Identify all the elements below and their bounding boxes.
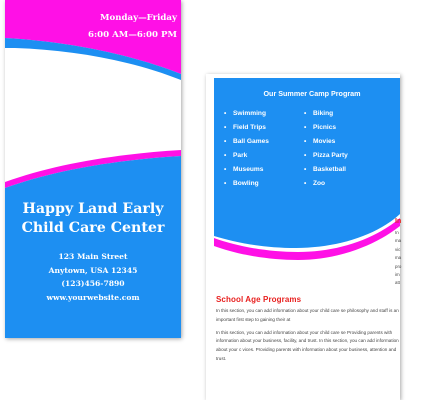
side-column-text: In ma vic ma pro im att <box>395 230 402 286</box>
bullet-icon: • <box>224 124 227 131</box>
activity-item: • Ball Games <box>224 138 269 145</box>
title-line-2: Child Care Center <box>21 220 165 236</box>
bullet-icon: • <box>304 110 307 117</box>
side-heading: In <box>395 218 402 225</box>
activity-item: • Bowling <box>224 180 259 187</box>
phone-number: (123)456-7890 <box>61 279 125 288</box>
title-line-1: Happy Land Early <box>22 201 164 217</box>
brochure-back-page <box>206 74 400 400</box>
bullet-icon: • <box>224 180 227 187</box>
bullet-icon: • <box>224 138 227 145</box>
activity-item: • Pizza Party <box>304 152 348 159</box>
activity-item: • Park <box>224 152 248 159</box>
hours-time: 6:00 AM—6:00 PM <box>88 30 177 40</box>
bullet-icon: • <box>304 124 307 131</box>
school-age-body <box>216 307 400 368</box>
activity-item: • Picnics <box>304 124 337 131</box>
address-street: 123 Main Street <box>58 252 128 261</box>
activity-item: • Basketball <box>304 166 346 173</box>
school-paragraph-1: In this section, you can add information about your child care se philosophy and staff is an important first step to gaining their at <box>216 308 399 322</box>
school-paragraph-2: In this section, you can add information about your child care se Providing parents with information about your business, facility, and trust. In this section, you can add information about your c vices. Providing parents with information about your business, attention and trust. <box>216 329 399 361</box>
bullet-icon: • <box>224 110 227 117</box>
activity-item: • Swimming <box>224 110 266 117</box>
camp-title: Our Summer Camp Program <box>263 89 361 98</box>
bullet-icon: • <box>224 152 227 159</box>
bullet-icon: • <box>224 166 227 173</box>
activity-item: • Movies <box>304 138 336 145</box>
brochure-front-page <box>5 0 181 338</box>
business-hours <box>65 10 177 44</box>
activity-item: • Biking <box>304 110 334 117</box>
bullet-icon: • <box>304 166 307 173</box>
bullet-icon: • <box>304 152 307 159</box>
bullet-icon: • <box>304 138 307 145</box>
bullet-icon: • <box>304 180 307 187</box>
contact-block <box>5 250 181 304</box>
website: www.yourwebsite.com <box>46 292 140 302</box>
address-city: Anytown, USA 12345 <box>48 265 138 275</box>
center-title <box>5 200 181 238</box>
activity-item: • Museums <box>224 166 264 173</box>
activity-item: • Zoo <box>304 180 326 187</box>
activities-list <box>224 110 384 188</box>
bottom-blue-block <box>5 156 181 338</box>
school-age-heading: School Age Programs <box>216 295 302 304</box>
hours-days: Monday—Friday <box>100 13 177 23</box>
activity-item: • Field Trips <box>224 124 266 131</box>
